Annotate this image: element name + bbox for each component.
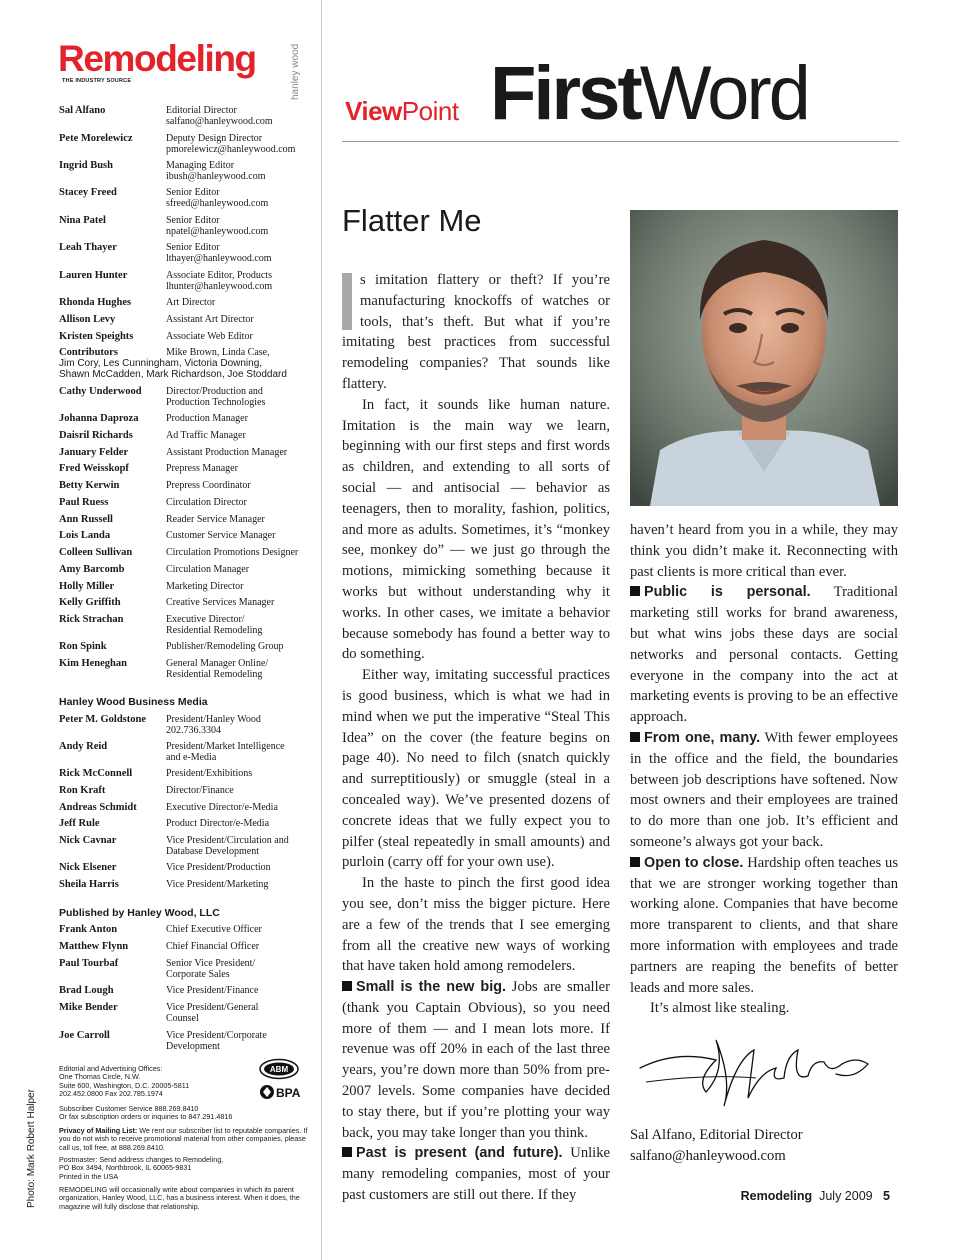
article-column-1 (342, 270, 610, 1206)
staff-title: Assistant Production Manager (166, 447, 288, 458)
staff-name: Daisril Richards (59, 430, 133, 441)
paragraph-1-text: s imitation flattery or theft? If you’re manufacturing knockoffs of watches or tools, that’s theft. But what if you’re imitating best practices from successful remodeling companies? That sounds like flattery. (342, 272, 610, 392)
staff-name: Andy Reid (59, 741, 108, 752)
staff-name: Paul Ruess (59, 497, 109, 508)
abm-badge (258, 1058, 300, 1085)
staff-title: Vice President/Marketing (166, 879, 269, 890)
staff-title: Editorial Director salfano@hanleywood.com (166, 105, 273, 127)
bullet-3-heading: Public is personal. (644, 584, 811, 601)
staff-name: Nina Patel (59, 215, 106, 226)
staff-title: Circulation Manager (166, 564, 250, 575)
photo-credit: Photo: Mark Robert Halper (26, 1089, 37, 1208)
bullet-square-icon (630, 857, 640, 867)
staff-title: General Manager Online/ Residential Remodeling (166, 658, 269, 680)
staff-title: President/Exhibitions (166, 768, 253, 779)
staff-name: Frank Anton (59, 924, 118, 935)
paragraph-2: In fact, it sounds like human nature. Imitation is the main way we learn, beginning with our first steps and first words as children, and extending to all sorts of social — and antisocial — behavior as teenagers, then to morality, fashion, politics, and more as adults. Sometimes, it’s “monkey see, monkey do” — we just go through the motions, mimicking something because it works but without understanding why it works. In other cases, we imitate a behavior because somebody has found a better way to do something. (342, 396, 610, 663)
drop-cap-i (342, 273, 352, 330)
bullet-public-is-personal (630, 582, 898, 728)
staff-title: Associate Editor, Products lhunter@hanleywood.com (166, 270, 273, 292)
signature (636, 1020, 876, 1125)
offices-info: Editorial and Advertising Offices: One Thomas Circle, N.W. Suite 600, Washington, D.C. 20005-5811 202.452.0800 Fax 202.785.1974 (59, 1064, 190, 1099)
staff-title: Customer Service Manager (166, 530, 276, 541)
staff-name: Pete Morelewicz (59, 133, 133, 144)
staff-name: Kristen Speights (59, 331, 134, 342)
staff-name: Leah Thayer (59, 242, 117, 253)
staff-title: Senior Editor npatel@hanleywood.com (166, 215, 269, 237)
staff-name: Colleen Sullivan (59, 547, 133, 558)
abm-badge-text: ABM (269, 1065, 289, 1074)
masthead (58, 40, 314, 96)
privacy-label: Privacy of Mailing List: (59, 1126, 138, 1135)
staff-title: Deputy Design Director pmorelewicz@hanleywood.com (166, 133, 296, 155)
paragraph-4: In the haste to pinch the first good idea you see, don’t miss the bigger picture. Here are a few of the trends that I see emerging from all the creative new ways of working that have taken hold among remodelers. (342, 875, 610, 975)
author-name: Sal Alfano, Editorial Director (630, 1127, 803, 1143)
folio-magazine: Remodeling (740, 1189, 813, 1203)
author-portrait (630, 210, 898, 506)
logo-tagline: THE INDUSTRY SOURCE (62, 78, 132, 84)
bullet-5-text: Hardship often teaches us that we are stronger working together than working alone. Companies that have become more transparent to clients, and that share more information with employees and trade partners are reaping the benefits of better leads and more sales. (630, 854, 898, 996)
staff-title: Executive Director/ Residential Remodeling (166, 614, 263, 636)
staff-title: Chief Financial Officer (166, 941, 260, 952)
staff-title: Associate Web Editor (166, 331, 253, 342)
bullet-square-icon (630, 732, 640, 742)
word-light: Word (639, 51, 808, 136)
privacy-text: We rent our subscriber list to reputable companies. If you do not wish to receive promotional material from other companies, please call us, toll free, at 888.269.8410. (59, 1126, 308, 1152)
staff-title: Ad Traffic Manager (166, 430, 246, 441)
staff-title: Senior Editor sfreed@hanleywood.com (166, 187, 269, 209)
staff-name: Amy Barcomb (59, 564, 125, 575)
contributors-list: Jim Cory, Les Cunningham, Victoria Downing, Shawn McCadden, Mark Richardson, Joe Stoddard (59, 358, 287, 380)
disclosure-notice: REMODELING will occasionally write about companies in which its parent organization, Hanley Wood, LLC, has a business interest. When it does, the magazine will fully disclose that relationship. (59, 1185, 300, 1211)
staff-title: Production Manager (166, 413, 248, 424)
staff-name: Kelly Griffith (59, 597, 121, 608)
header-rule (342, 141, 899, 142)
staff-name: Fred Weisskopf (59, 463, 129, 474)
staff-name: Rhonda Hughes (59, 297, 132, 308)
bullet-square-icon (630, 586, 640, 596)
bullet-2-heading: Past is present (and future). (356, 1145, 563, 1162)
staff-title: Vice President/Production (166, 862, 271, 873)
staff-name: Contributors (59, 347, 118, 358)
bullet-from-one-many (630, 728, 898, 853)
staff-title: Art Director (166, 297, 216, 308)
staff-title: Senior Vice President/ Corporate Sales (166, 958, 256, 980)
staff-title: Reader Service Manager (166, 514, 265, 525)
staff-title: Vice President/Corporate Development (166, 1030, 267, 1052)
staff-name: Cathy Underwood (59, 386, 142, 397)
staff-title: Creative Services Manager (166, 597, 275, 608)
staff-name: Kim Heneghan (59, 658, 127, 669)
staff-name: Ron Kraft (59, 785, 106, 796)
bullet-1-heading: Small is the new big. (356, 979, 506, 996)
staff-name: Lois Landa (59, 530, 111, 541)
staff-title: Director/Finance (166, 785, 234, 796)
staff-name: Brad Lough (59, 985, 114, 996)
folio-date: July 2009 (819, 1189, 873, 1203)
staff-name: Ron Spink (59, 641, 107, 652)
staff-title: President/Hanley Wood 202.736.3304 (166, 714, 261, 736)
bullet-small-is-big (342, 977, 610, 1143)
bullet-2-continued: haven’t heard from you in a while, they may think you didn’t make it. Reconnecting with past clients is more critical than ever. (630, 522, 898, 580)
staff-title: Publisher/Remodeling Group (166, 641, 284, 652)
staff-title: Assistant Art Director (166, 314, 254, 325)
bullet-4-heading: From one, many. (644, 729, 761, 746)
bullet-1-text: Jobs are smaller (thank you Captain Obvious), so you need more of them — and I mean lots more. If revenue was off 20% in each of the last three years, you’re down more than 50% from pre-2007 levels. Some companies have decided to stay there, but if you’re plotting your way back, you may take longer than you think. (342, 979, 611, 1141)
bullet-2-text: Unlike many remodeling companies, most of your past customers are still out there. If they (342, 1145, 610, 1204)
staff-title: Vice President/Circulation and Database Development (166, 835, 289, 857)
viewpoint-light: Point (401, 96, 459, 126)
paragraph-1 (342, 270, 610, 395)
folio-page: 5 (883, 1189, 890, 1203)
staff-name: Ingrid Bush (59, 160, 113, 171)
paragraph-3: Either way, imitating successful practices is good business, which is what we had in mind when we put the imperative “Steal This Idea” on the cover (the feature begins on page 40). No need to filch (snatch quickly and surreptitiously) or smuggle (steal in a concealed way). We’ve presented dozens of concrete ideas that we fully expect you to pilfer (steal repeatedly in small amounts) and purloin (carry off for your own use). (342, 667, 610, 871)
staff-name: Betty Kerwin (59, 480, 120, 491)
staff-title: Prepress Coordinator (166, 480, 251, 491)
subscriber-info: Subscriber Customer Service 888.269.8410 Or fax subscription orders or inquiries to 847.291.4816 (59, 1104, 233, 1122)
bullet-5-heading: Open to close. (644, 854, 744, 871)
viewpoint-label (345, 97, 459, 125)
staff-name: Andreas Schmidt (59, 802, 137, 813)
staff-title: Prepress Manager (166, 463, 238, 474)
staff-title: Mike Brown, Linda Case, (166, 347, 270, 358)
staff-name: Matthew Flynn (59, 941, 129, 952)
first-bold: First (490, 51, 640, 136)
firstword-title (490, 51, 808, 136)
bullet-open-to-close (630, 853, 898, 999)
staff-name: Rick Strachan (59, 614, 124, 625)
postmaster-info: Postmaster: Send address changes to Remodeling, PO Box 3494, Northbrook, IL 60065-9831 Printed in the USA (59, 1155, 224, 1181)
staff-name: Johanna Daproza (59, 413, 139, 424)
page-folio (741, 1189, 890, 1203)
staff-title: Senior Editor lthayer@hanleywood.com (166, 242, 272, 264)
staff-name: Joe Carroll (59, 1030, 110, 1041)
bullet-past-is-present (342, 1143, 610, 1205)
article-column-2 (630, 520, 898, 1019)
staff-title: Vice President/General Counsel (166, 1002, 259, 1024)
signature-block (630, 1125, 803, 1167)
article-headline: Flatter Me (342, 203, 482, 238)
bullet-4-text: With fewer employees in the office and the field, the boundaries between job descriptions have softened. Now most owners and their employees are trained to do more than one job. It’s efficient and someone’s always got your back. (630, 729, 899, 850)
staff-name: Holly Miller (59, 581, 115, 592)
staff-name: Mike Bender (59, 1002, 118, 1013)
staff-name: Sheila Harris (59, 879, 119, 890)
staff-name: Nick Cavnar (59, 835, 117, 846)
privacy-notice (59, 1127, 309, 1152)
bpa-badge-text: BPA (276, 1086, 301, 1100)
staff-name: Rick McConnell (59, 768, 133, 779)
staff-name: Stacey Freed (59, 187, 117, 198)
staff-title: Product Director/e-Media (166, 818, 270, 829)
bullet-square-icon (342, 1147, 352, 1157)
viewpoint-bold: View (345, 96, 402, 126)
staff-name: Allison Levy (59, 314, 116, 325)
staff-name: Peter M. Goldstone (59, 714, 146, 725)
staff-title: Managing Editor ibush@hanleywood.com (166, 160, 266, 182)
staff-title: Director/Production and Production Technologies (166, 386, 266, 408)
staff-name: Lauren Hunter (59, 270, 128, 281)
staff-title: Circulation Promotions Designer (166, 547, 299, 558)
staff-title: President/Market Intelligence and e-Media (166, 741, 285, 763)
staff-name: Nick Elsener (59, 862, 117, 873)
closing-line: It’s almost like stealing. (650, 1000, 790, 1017)
staff-title: Chief Executive Officer (166, 924, 262, 935)
hanley-wood-logo: hanley wood (290, 43, 301, 100)
hwllc-heading: Published by Hanley Wood, LLC (59, 907, 220, 919)
staff-name: Paul Tourbaf (59, 958, 119, 969)
bullet-3-text: Traditional marketing still works for brand awareness, but what wins jobs these days are social networks and personal contacts. Getting everyone in the company into the act at marketing events is proving to be an effective approach. (630, 584, 898, 726)
staff-title: Vice President/Finance (166, 985, 259, 996)
bullet-square-icon (342, 981, 352, 991)
author-email: salfano@hanleywood.com (630, 1148, 786, 1164)
staff-title: Circulation Director (166, 497, 247, 508)
remodeling-logo: Remodeling (58, 38, 256, 79)
staff-name: January Felder (59, 447, 129, 458)
column-divider (321, 0, 322, 1260)
staff-name: Ann Russell (59, 514, 113, 525)
bpa-badge (259, 1083, 305, 1106)
staff-name: Jeff Rule (59, 818, 100, 829)
staff-name: Sal Alfano (59, 105, 106, 116)
hwbm-heading: Hanley Wood Business Media (59, 696, 208, 708)
staff-title: Marketing Director (166, 581, 244, 592)
staff-title: Executive Director/e-Media (166, 802, 278, 813)
